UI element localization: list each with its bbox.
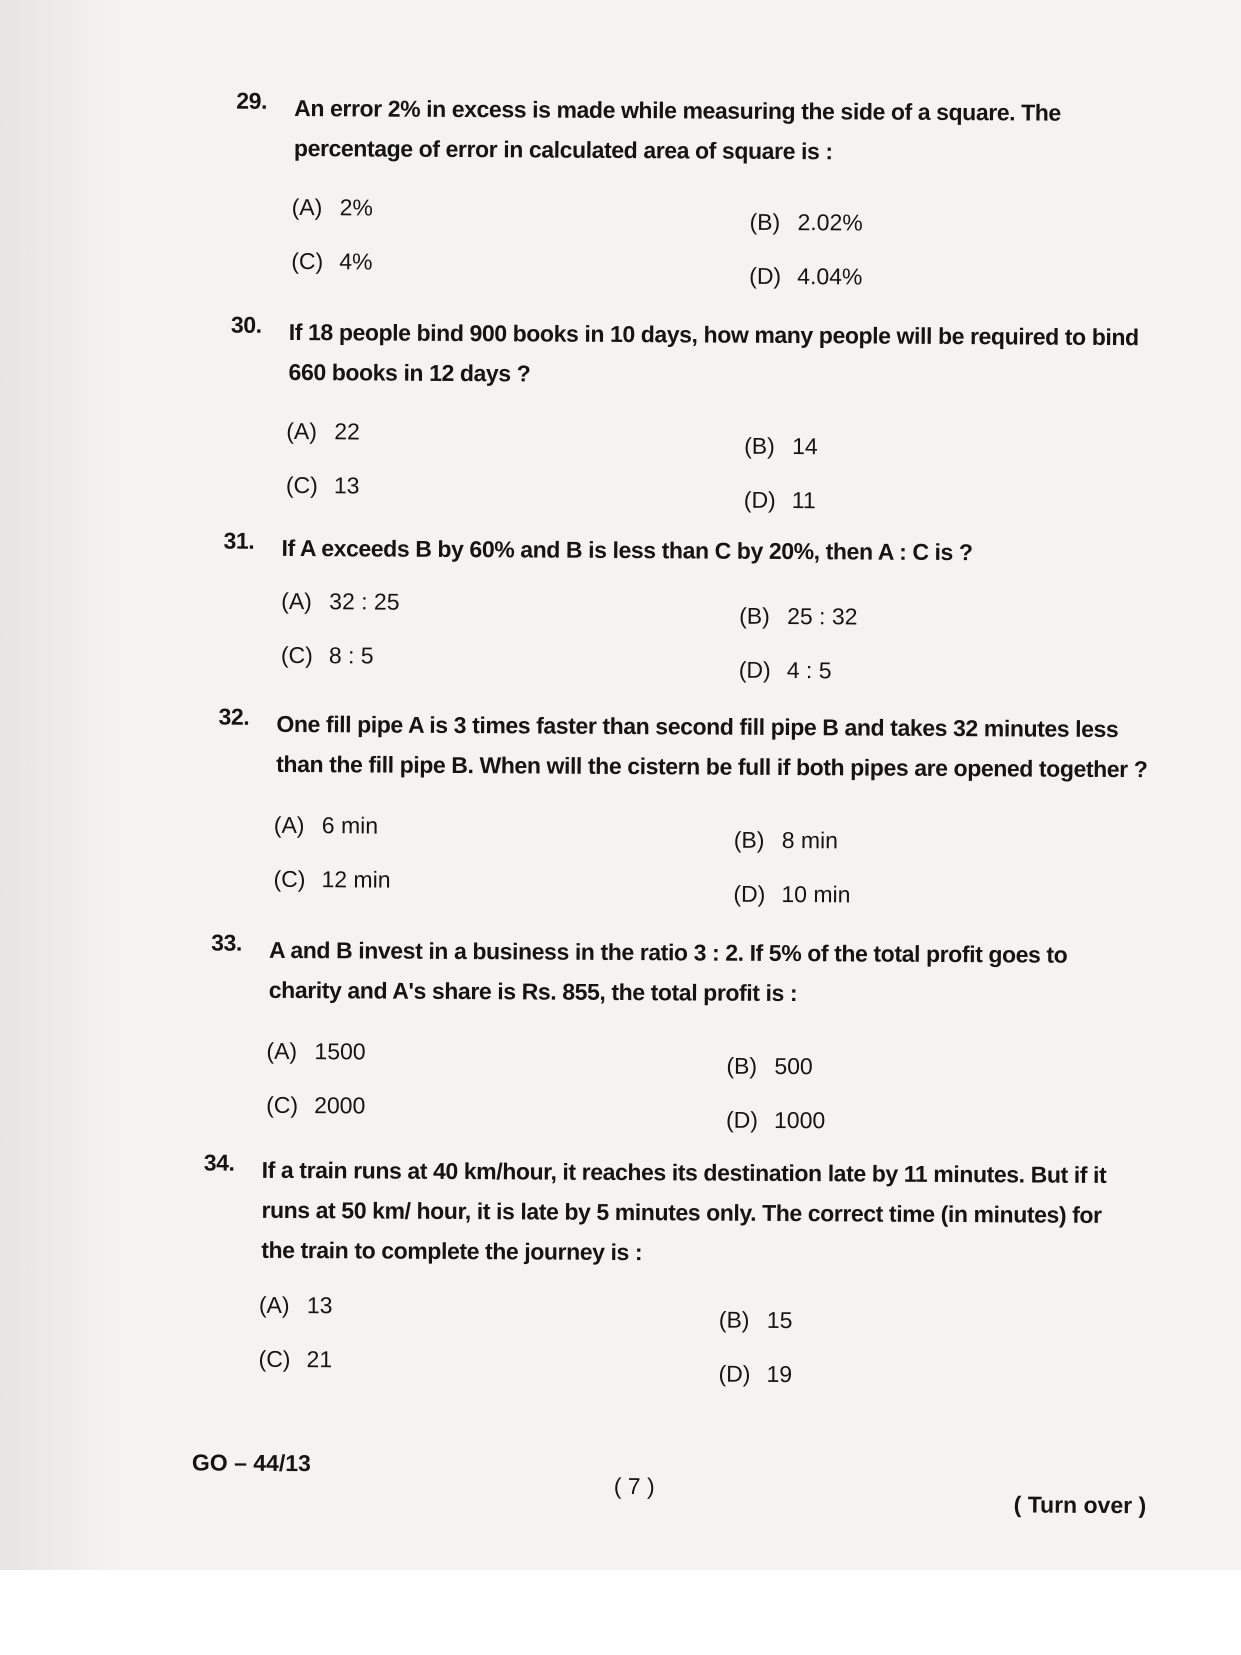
question-text: A and B invest in a business in the ratio 3 : 2. If 5% of the total profit goes to charity and A's share is Rs. 855, the total profit is : [268, 936, 1068, 1007]
option-value: 2000 [314, 1092, 366, 1119]
option-33-a [266, 1038, 365, 1066]
option-value: 11 [791, 487, 816, 514]
option-34-b [719, 1307, 793, 1334]
option-label: (B) [739, 602, 770, 629]
question-text: If 18 people bind 900 books in 10 days, how many people will be required to bind 660 books in 12 days ? [288, 318, 1139, 387]
option-29-c [291, 248, 372, 275]
option-label: (A) [258, 1291, 290, 1318]
option-value: 25 : 32 [787, 603, 858, 630]
option-30-b [744, 433, 818, 460]
option-label: (A) [291, 193, 323, 221]
option-29-d [749, 263, 862, 291]
option-label: (B) [726, 1052, 758, 1079]
option-label: (C) [285, 471, 318, 499]
option-value: 21 [306, 1346, 333, 1373]
option-value: 14 [792, 433, 818, 460]
option-label: (B) [749, 208, 781, 235]
option-value: 500 [774, 1052, 813, 1080]
option-32-d [733, 881, 850, 909]
option-value: 32 : 25 [329, 588, 400, 615]
option-value: 13 [306, 1292, 333, 1319]
option-value: 1000 [773, 1106, 826, 1134]
option-33-b [726, 1053, 813, 1081]
option-value: 19 [766, 1360, 793, 1388]
option-label: (B) [744, 432, 775, 459]
option-value: 10 min [781, 880, 851, 908]
option-label: (B) [718, 1306, 750, 1333]
option-label: (D) [738, 656, 771, 683]
option-label: (C) [280, 641, 313, 669]
paper-code: GO – 44/13 [191, 1449, 311, 1477]
question-number: 30. [230, 311, 262, 338]
option-label: (C) [258, 1345, 291, 1372]
option-29-a [292, 194, 373, 221]
option-label: (C) [273, 865, 306, 893]
option-value: 8 : 5 [328, 642, 374, 669]
option-30-c [286, 472, 360, 499]
question-text: An error 2% in excess is made while measuring the side of a square. The percentage of error in calculated area of square is : [293, 94, 1061, 165]
question-number: 31. [223, 527, 255, 554]
option-value: 22 [334, 418, 360, 445]
option-33-d [726, 1107, 825, 1135]
option-label: (D) [733, 880, 766, 907]
option-value: 4.04% [797, 263, 863, 290]
option-label: (B) [733, 826, 765, 853]
question-number: 29. [236, 87, 268, 114]
option-value: 8 min [781, 826, 839, 854]
option-label: (D) [725, 1106, 759, 1133]
question-number: 33. [211, 929, 242, 956]
option-29-b [749, 209, 862, 237]
option-31-d [739, 657, 832, 685]
option-label: (D) [718, 1360, 751, 1387]
option-value: 6 min [321, 812, 379, 839]
turn-over-note: ( Turn over ) [1013, 1491, 1147, 1519]
option-value: 1500 [314, 1038, 366, 1065]
option-34-c [258, 1346, 332, 1373]
option-31-a [281, 588, 400, 616]
option-label: (A) [281, 587, 312, 615]
option-32-b [734, 827, 838, 855]
question-number: 32. [218, 703, 250, 730]
option-34-d [718, 1361, 792, 1388]
option-30-d [744, 487, 816, 514]
option-32-a [274, 812, 378, 840]
question-text: One fill pipe A is 3 times faster than second fill pipe B and takes 32 minutes less than the fill pipe B. When will the cistern be full if both pipes are opened together ? [276, 710, 1148, 783]
option-33-c [266, 1092, 365, 1120]
option-value: 12 min [321, 866, 391, 893]
option-value: 2% [339, 194, 373, 221]
option-31-c [281, 642, 374, 670]
option-value: 4 : 5 [786, 657, 832, 684]
page-number: ( 7 ) [613, 1472, 655, 1500]
option-32-c [273, 866, 390, 894]
option-value: 2.02% [797, 209, 863, 236]
option-label: (C) [266, 1091, 299, 1119]
question-number: 34. [203, 1149, 235, 1176]
option-31-b [739, 603, 858, 631]
option-value: 4% [339, 248, 373, 275]
option-label: (A) [286, 417, 317, 445]
option-label: (A) [273, 811, 305, 839]
option-30-a [286, 418, 360, 445]
option-label: (D) [749, 262, 782, 289]
option-label: (C) [291, 247, 324, 275]
option-label: (A) [266, 1037, 298, 1065]
question-text: If A exceeds B by 60% and B is less than C by 20%, then A : C is ? [281, 534, 973, 566]
option-value: 13 [333, 472, 360, 499]
option-label: (D) [743, 486, 776, 513]
question-text: If a train runs at 40 km/hour, it reaches its destination late by 11 minutes. But if it runs at 50 km/ hour, it is late by 5 minutes only. The correct time (in minutes) for the train to complete the journey is : [261, 1156, 1107, 1266]
option-34-a [259, 1292, 333, 1319]
option-value: 15 [766, 1306, 793, 1334]
